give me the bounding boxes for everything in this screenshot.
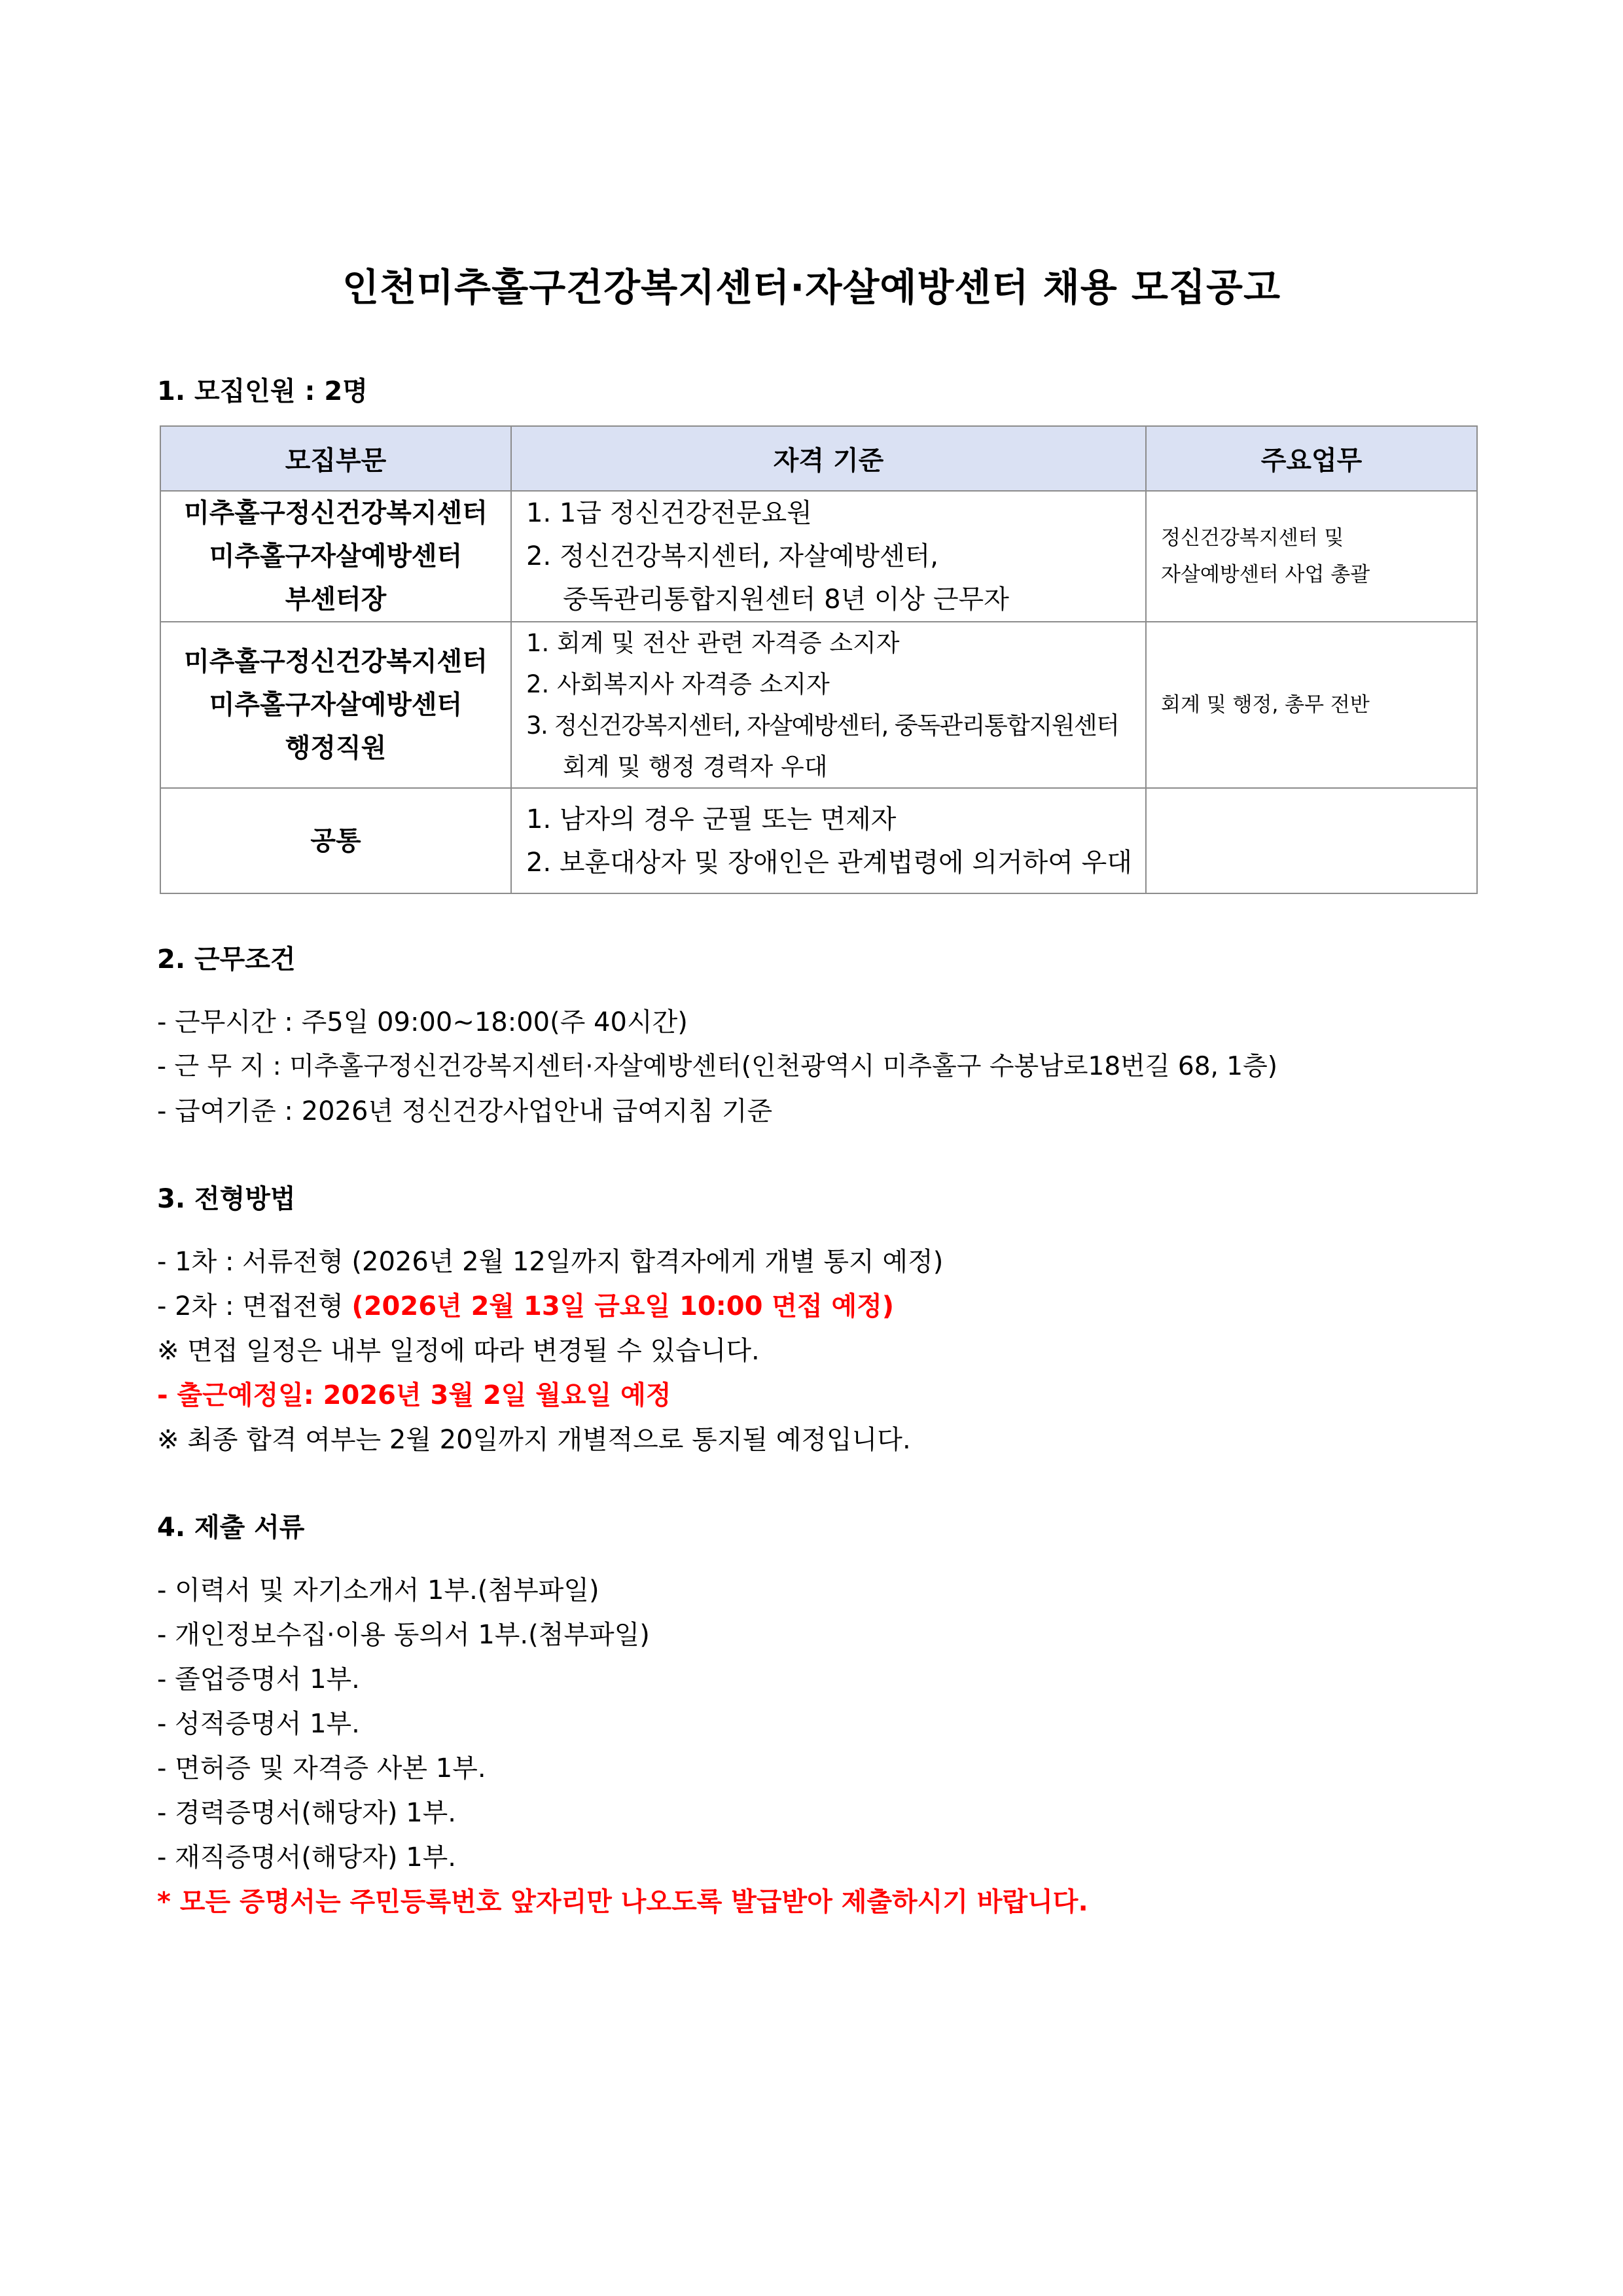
table-row [160, 622, 1477, 788]
interview-date: (2026년 2월 13일 금요일 10:00 면접 예정) [351, 1291, 895, 1321]
qual-cell [511, 622, 1146, 788]
header-dept: 모집부문 [160, 426, 511, 491]
section-4-heading: 4. 제출 서류 [157, 1513, 305, 1543]
dept-line: 미추홀구자살예방센터 [209, 690, 463, 720]
start-date: - 출근예정일: 2026년 3월 2일 월요일 예정 [157, 1380, 671, 1410]
document-note: * 모든 증명서는 주민등록번호 앞자리만 나오도록 발급받아 제출하시기 바랍니다. [157, 1887, 1088, 1917]
requirements-table [160, 425, 1478, 894]
selection-note: ※ 면접 일정은 내부 일정에 따라 변경될 수 있습니다. [157, 1336, 760, 1366]
table-row [160, 788, 1477, 893]
duty-line: 회계 및 행정, 총무 전반 [1161, 693, 1370, 717]
selection-note: ※ 최종 합격 여부는 2월 20일까지 개별적으로 통지될 예정입니다. [157, 1425, 911, 1455]
qual-line: 1. 1급 정신건강전문요원 [526, 498, 812, 528]
section-3-heading: 3. 전형방법 [157, 1184, 296, 1214]
dept-line: 행정직원 [285, 733, 387, 763]
dept-line: 미추홀구정신건강복지센터 [184, 498, 488, 528]
dept-line: 미추홀구정신건강복지센터 [184, 647, 488, 677]
qual-line: 회계 및 행정 경력자 우대 [563, 753, 828, 781]
duty-line: 정신건강복지센터 및 [1161, 526, 1344, 550]
section-2-heading: 2. 근무조건 [157, 944, 296, 975]
duty-cell [1146, 491, 1477, 622]
dept-cell [160, 788, 511, 893]
table-header-row [160, 426, 1477, 491]
document-item: - 면허증 및 자격증 사본 1부. [157, 1753, 486, 1784]
qual-line: 1. 남자의 경우 군필 또는 면제자 [526, 804, 897, 834]
dept-cell [160, 622, 511, 788]
dept-line: 부센터장 [285, 584, 387, 615]
dept-line: 미추홀구자살예방센터 [209, 541, 463, 571]
qual-cell [511, 788, 1146, 893]
document-item: - 재직증명서(해당자) 1부. [157, 1842, 456, 1873]
document-item: - 이력서 및 자기소개서 1부.(첨부파일) [157, 1575, 599, 1605]
qual-cell [511, 491, 1146, 622]
duty-cell [1146, 788, 1477, 893]
qual-line: 2. 사회복지사 자격증 소지자 [526, 670, 830, 698]
header-qual: 자격 기준 [511, 426, 1146, 491]
work-condition-line: - 급여기준 : 2026년 정신건강사업안내 급여지침 기준 [157, 1096, 773, 1126]
table-row [160, 491, 1477, 622]
document-item: - 개인정보수집·이용 동의서 1부.(첨부파일) [157, 1620, 650, 1650]
work-condition-line: - 근 무 지 : 미추홀구정신건강복지센터·자살예방센터(인천광역시 미추홀구 수봉남로18번길 68, 1층) [157, 1052, 1278, 1081]
page-title: 인천미추홀구건강복지센터·자살예방센터 채용 모집공고 [342, 265, 1281, 310]
qual-line: 중독관리통합지원센터 8년 이상 근무자 [563, 584, 1009, 615]
qual-line: 2. 보훈대상자 및 장애인은 관계법령에 의거하여 우대 [526, 847, 1132, 878]
document-item: - 경력증명서(해당자) 1부. [157, 1798, 456, 1828]
qual-line: 2. 정신건강복지센터, 자살예방센터, [526, 541, 938, 571]
dept-line: 공통 [310, 825, 361, 856]
section-1-heading: 1. 모집인원 : 2명 [157, 376, 368, 406]
qual-line: 1. 회계 및 전산 관련 자격증 소지자 [526, 629, 900, 657]
dept-cell [160, 491, 511, 622]
selection-line-prefix: - 2차 : 면접전형 [157, 1291, 352, 1321]
selection-line [157, 1285, 894, 1323]
selection-line: - 1차 : 서류전형 (2026년 2월 12일까지 합격자에게 개별 통지 예정) [157, 1247, 944, 1277]
document-item: - 성적증명서 1부. [157, 1709, 360, 1739]
document-item: - 졸업증명서 1부. [157, 1664, 360, 1695]
header-duty: 주요업무 [1146, 426, 1477, 491]
duty-cell [1146, 622, 1477, 788]
work-condition-line: - 근무시간 : 주5일 09:00~18:00(주 40시간) [157, 1007, 688, 1037]
duty-line: 자살예방센터 사업 총괄 [1161, 563, 1370, 586]
qual-line: 3. 정신건강복지센터, 자살예방센터, 중독관리통합지원센터 [526, 711, 1119, 740]
